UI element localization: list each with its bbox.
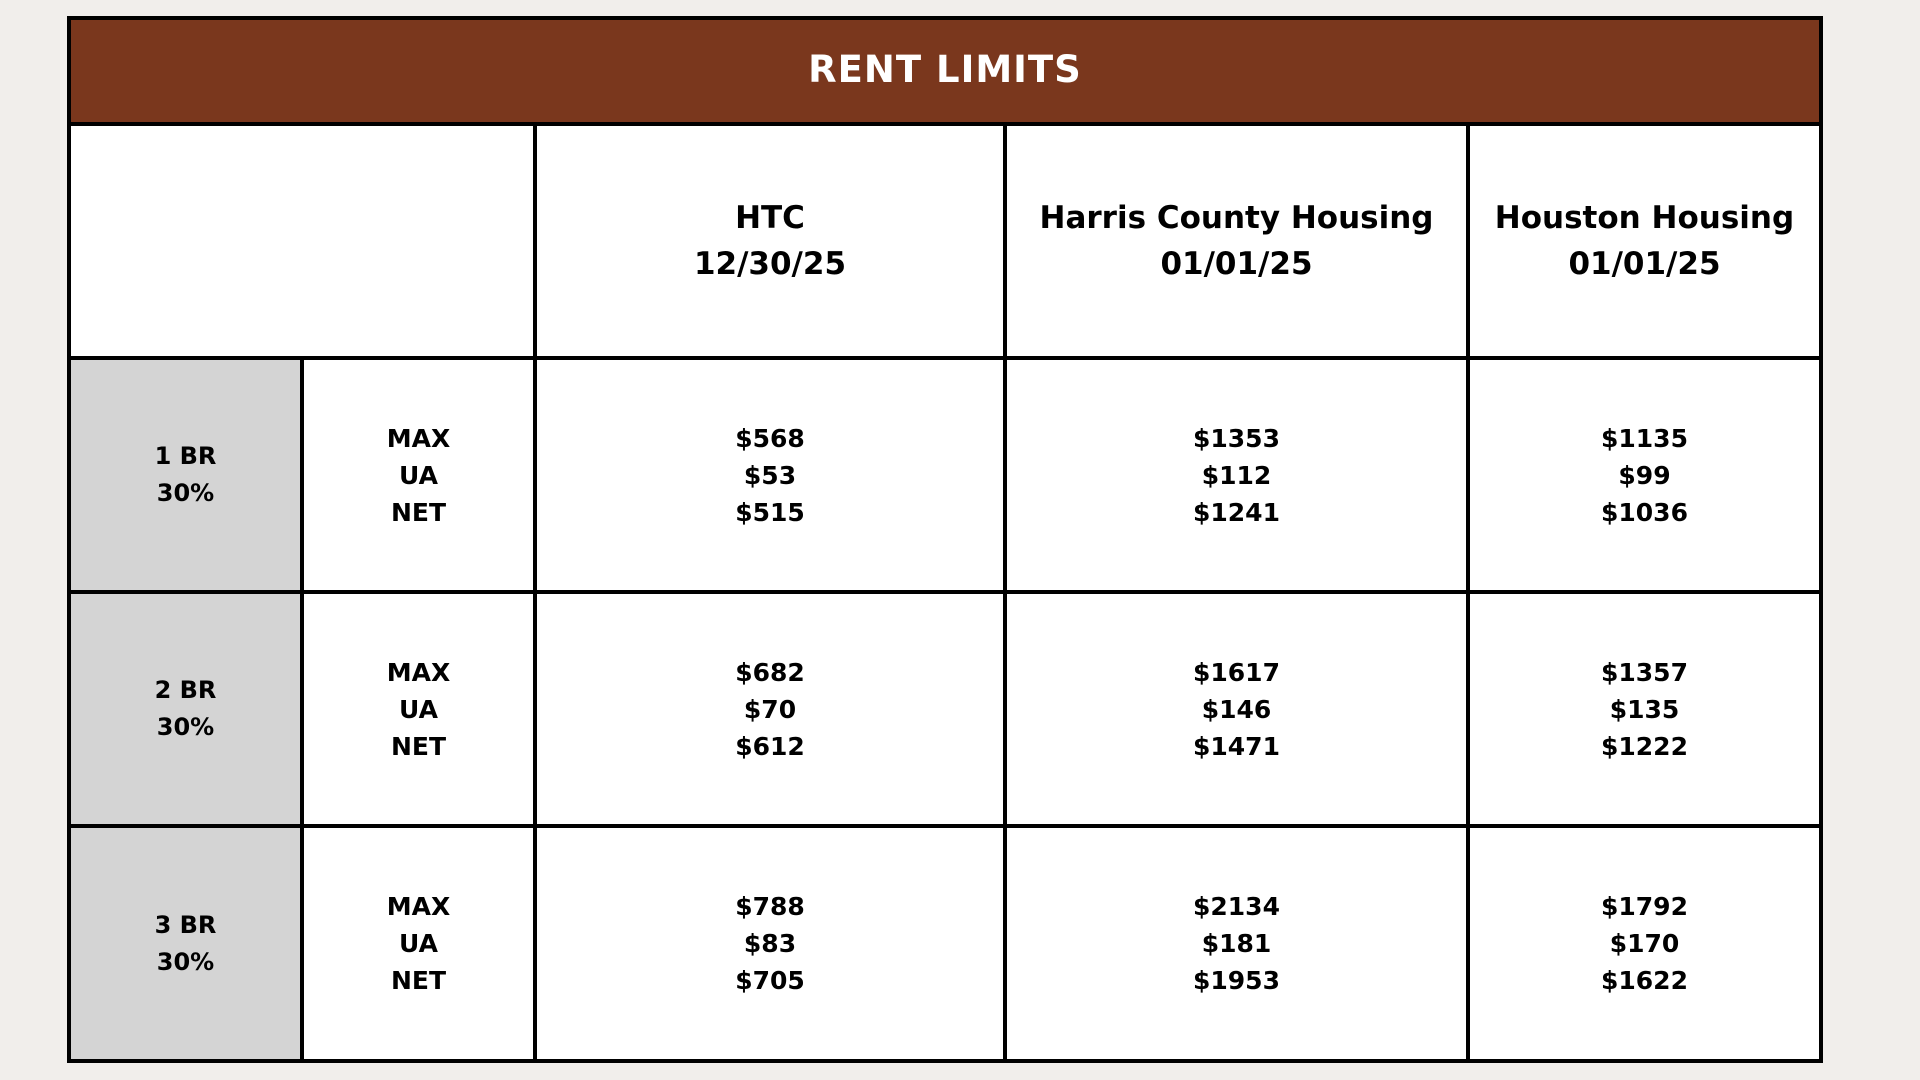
column-name: HTC [735, 200, 805, 236]
unit-percent: 30% [156, 947, 215, 976]
row-labels-cell [304, 360, 537, 594]
value-max: $1357 [1601, 657, 1688, 687]
column-header-htc [537, 126, 1007, 360]
value-ua: $83 [743, 929, 797, 958]
value-cell [1470, 828, 1819, 1059]
value-cell [537, 360, 1007, 594]
row-labels-cell [304, 594, 537, 828]
unit-percent: 30% [156, 479, 215, 507]
value-ua: $181 [1201, 929, 1272, 958]
column-name: Harris County Housing [1039, 200, 1434, 236]
value-cell [537, 828, 1007, 1059]
value-max: $788 [735, 892, 805, 921]
value-max: $1617 [1193, 657, 1280, 687]
table-title: RENT LIMITS [808, 47, 1082, 91]
value-cell [1470, 594, 1819, 828]
value-max: $1792 [1601, 892, 1688, 921]
value-cell [537, 594, 1007, 828]
value-ua: $53 [743, 460, 797, 490]
value-net: $1222 [1601, 731, 1688, 761]
value-cell [1007, 594, 1470, 828]
value-net: $1471 [1193, 731, 1280, 761]
value-max: $568 [735, 423, 805, 453]
value-max: $2134 [1193, 892, 1280, 921]
value-cell [1007, 360, 1470, 594]
unit-label: 2 BR [154, 676, 217, 704]
column-date: 12/30/25 [693, 246, 847, 282]
value-max: $1135 [1601, 423, 1688, 453]
value-net: $705 [735, 966, 805, 995]
unit-cell-3br [71, 828, 304, 1059]
label-ua: UA [399, 929, 438, 958]
value-ua: $99 [1618, 460, 1671, 490]
label-net: NET [390, 966, 447, 995]
unit-cell-2br [71, 594, 304, 828]
unit-label: 3 BR [154, 910, 217, 939]
value-net: $1036 [1601, 497, 1688, 527]
value-net: $1622 [1601, 966, 1688, 995]
column-name: Houston Housing [1494, 200, 1795, 236]
value-ua: $135 [1609, 694, 1680, 724]
value-net: $612 [735, 731, 805, 761]
label-max: MAX [386, 423, 451, 453]
value-max: $1353 [1193, 423, 1280, 453]
label-ua: UA [399, 460, 438, 490]
unit-percent: 30% [156, 713, 215, 741]
value-ua: $70 [743, 694, 797, 724]
label-ua: UA [399, 694, 438, 724]
label-max: MAX [386, 892, 451, 921]
label-max: MAX [386, 657, 451, 687]
label-net: NET [390, 497, 447, 527]
value-net: $1241 [1193, 497, 1280, 527]
value-ua: $112 [1201, 460, 1272, 490]
table-grid [71, 126, 1819, 1059]
unit-cell-1br [71, 360, 304, 594]
column-header-harris-county [1007, 126, 1470, 360]
value-ua: $146 [1201, 694, 1272, 724]
row-labels-cell [304, 828, 537, 1059]
column-header-houston-housing [1470, 126, 1819, 360]
value-cell [1470, 360, 1819, 594]
corner-cell [71, 126, 537, 360]
column-date: 01/01/25 [1568, 246, 1721, 282]
value-cell [1007, 828, 1470, 1059]
title-bar [71, 20, 1819, 126]
rent-limits-table [67, 16, 1823, 1063]
value-ua: $170 [1609, 929, 1680, 958]
column-date: 01/01/25 [1160, 246, 1313, 282]
value-net: $1953 [1193, 966, 1280, 995]
label-net: NET [390, 731, 447, 761]
unit-label: 1 BR [154, 442, 217, 470]
value-net: $515 [735, 497, 805, 527]
value-max: $682 [735, 657, 805, 687]
